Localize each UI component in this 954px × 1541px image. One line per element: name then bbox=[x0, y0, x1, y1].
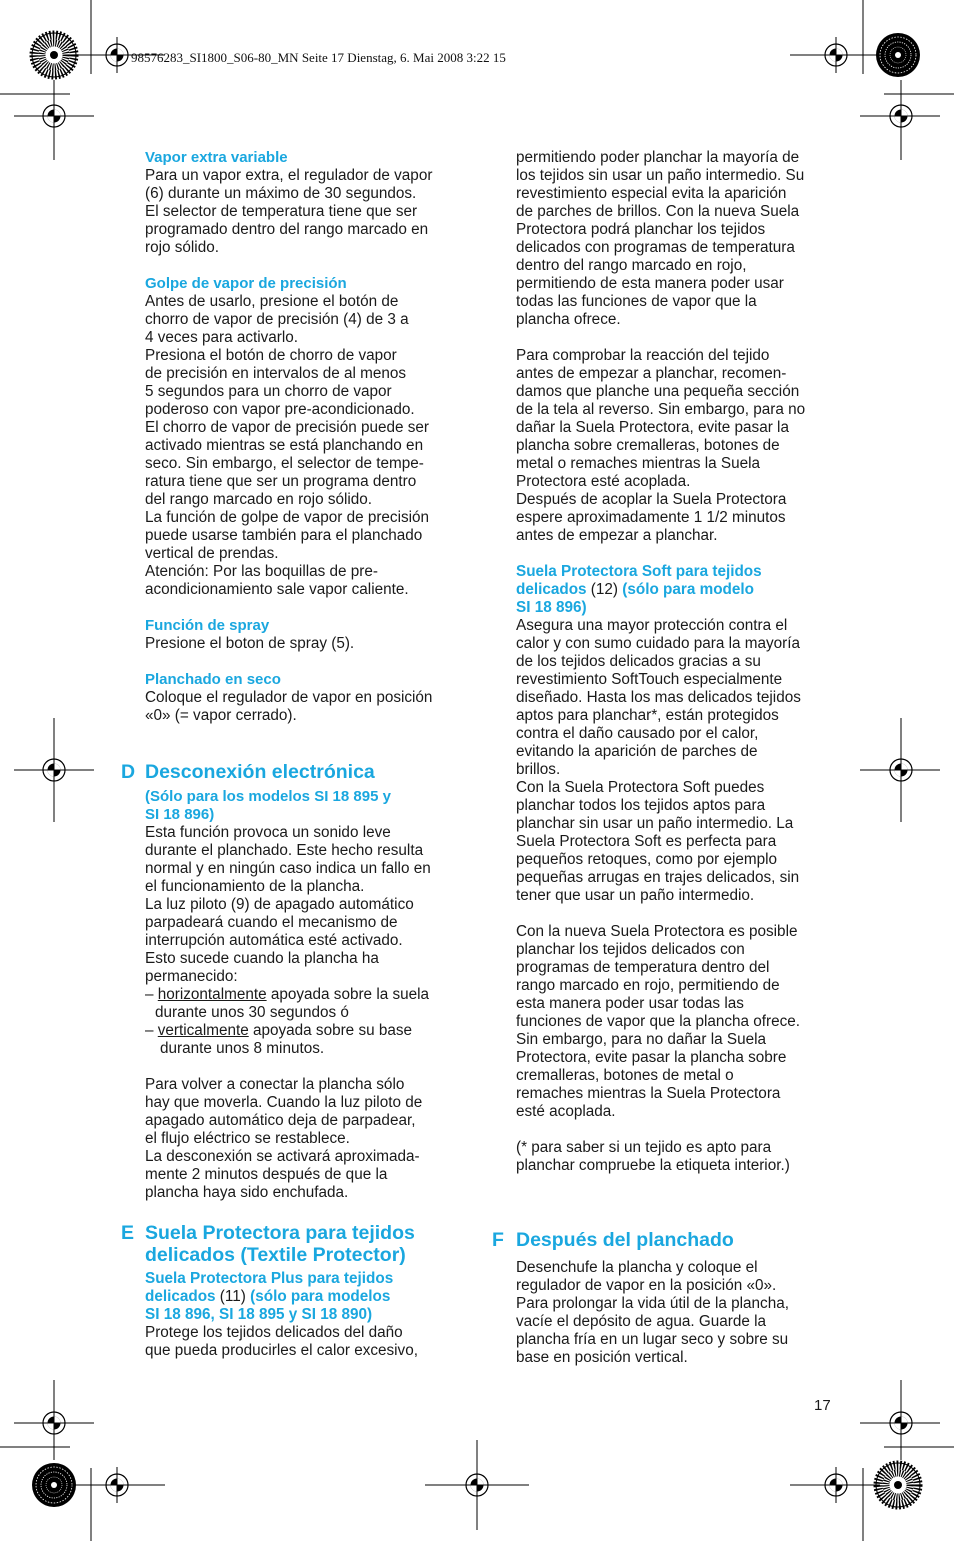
text-line: «0» (= vapor cerrado). bbox=[145, 707, 297, 724]
page-number: 17 bbox=[814, 1397, 831, 1414]
text-line: Para un vapor extra, el regulador de vapor bbox=[145, 167, 433, 184]
plus-title-cont: delicados bbox=[145, 1288, 216, 1305]
section-d-models bbox=[145, 788, 467, 824]
spray-section bbox=[145, 617, 467, 653]
soft-title-line: Suela Protectora Soft para tejidos bbox=[516, 563, 762, 580]
text-line: esté acoplada. bbox=[516, 1103, 616, 1120]
text-line: diseñado. Hasta los mas delicados tejidos bbox=[516, 689, 801, 706]
text-line: delicados con programas de temperatura bbox=[516, 239, 795, 256]
section-f bbox=[492, 1229, 838, 1367]
text-line: Asegura una mayor protección contra el bbox=[516, 617, 788, 634]
text-line: Suela Protectora Soft es perfecta para bbox=[516, 833, 777, 850]
underline-horizontal: horizontalmente bbox=[157, 986, 267, 1003]
right-column bbox=[492, 149, 838, 1367]
text-line: de precisión en intervalos de al menos bbox=[145, 365, 407, 382]
seco-section bbox=[145, 671, 467, 725]
text-line: acondicionamiento sale vapor caliente. bbox=[145, 581, 409, 598]
text-line: regulador de vapor en la posición «0». bbox=[516, 1277, 777, 1294]
underline-vertical: verticalmente bbox=[157, 1022, 249, 1039]
text-line: Esto sucede cuando la plancha ha bbox=[145, 950, 379, 967]
text-line: La luz piloto (9) de apagado automático bbox=[145, 896, 414, 913]
text-line: planchar sin usar un paño intermedio. La bbox=[516, 815, 794, 832]
text-line: dentro del rango marcado en rojo, bbox=[516, 257, 747, 274]
seco-body bbox=[145, 689, 467, 725]
plus-part-number: (11) bbox=[215, 1288, 251, 1305]
text-line: apagado automático deja de parpadear, bbox=[145, 1112, 416, 1129]
text-line: antes de empezar a planchar, recomen- bbox=[516, 365, 787, 382]
text-line: de parches de brillos. Con la nueva Suela bbox=[516, 203, 800, 220]
dash: – bbox=[145, 1022, 158, 1039]
text-line: tener que usar un paño intermedio. bbox=[516, 887, 755, 904]
text-line: funciones de vapor que la plancha ofrece. bbox=[516, 1013, 801, 1030]
text-line: del rango marcado en rojo sólido. bbox=[145, 491, 373, 508]
section-d-title bbox=[121, 761, 467, 783]
text-line: permanecido: bbox=[145, 968, 238, 985]
text-line: planchar compruebe la etiqueta interior.) bbox=[516, 1157, 790, 1174]
bullet-vertical bbox=[145, 1022, 467, 1058]
section-f-letter: F bbox=[492, 1229, 504, 1251]
bullet-horizontal bbox=[145, 986, 467, 1022]
text-line: parpadeará cuando el mecanismo de bbox=[145, 914, 398, 931]
text-line: rango marcado en rojo, permitiendo de bbox=[516, 977, 780, 994]
dash: – bbox=[145, 986, 158, 1003]
section-e-heading bbox=[145, 1222, 467, 1266]
text-line: Sin embargo, para no dañar la Suela bbox=[516, 1031, 767, 1048]
spray-heading: Función de spray bbox=[145, 617, 270, 634]
section-e-letter: E bbox=[121, 1222, 135, 1244]
text-line: mente 2 minutos después de que la bbox=[145, 1166, 388, 1183]
soft-part-number: (12) bbox=[586, 581, 623, 598]
text-line: El chorro de vapor de precisión puede ser bbox=[145, 419, 430, 436]
text-line: El selector de temperatura tiene que ser bbox=[145, 203, 418, 220]
text-line: Para prolongar la vida útil de la plancha, bbox=[516, 1295, 789, 1312]
text-line: (* para saber si un tejido es apto para bbox=[516, 1139, 772, 1156]
bullet-text: apoyada sobre la suela bbox=[266, 986, 430, 1003]
text-line: vertical de prendas. bbox=[145, 545, 279, 562]
text-line: de los tejidos delicados gracias a su bbox=[516, 653, 761, 670]
text-line: revestimiento SoftTouch especialmente bbox=[516, 671, 783, 688]
text-line: los tejidos sin usar un paño intermedio. Su bbox=[516, 167, 805, 184]
text-line: permitiendo de esta manera poder usar bbox=[516, 275, 784, 292]
text-line: Antes de usarlo, presione el botón de bbox=[145, 293, 399, 310]
text-line: que pueda producirles el calor excesivo, bbox=[145, 1342, 418, 1359]
text-line: cremalleras, botones de metal o bbox=[516, 1067, 734, 1084]
text-line: vacíe el depósito de agua. Guarde la bbox=[516, 1313, 767, 1330]
section-d-heading: Desconexión electrónica bbox=[145, 761, 375, 783]
right-para-3 bbox=[516, 923, 838, 1121]
text-line: delicados (Textile Protector) bbox=[145, 1244, 406, 1266]
section-e-body bbox=[145, 1324, 467, 1360]
text-line: brillos. bbox=[516, 761, 561, 778]
section-e-subheading bbox=[145, 1270, 467, 1324]
text-line: de la tela al reverso. Sin embargo, para no bbox=[516, 401, 806, 418]
text-line: plancha ofrece. bbox=[516, 311, 621, 328]
text-line: programado dentro del rango marcado en bbox=[145, 221, 429, 238]
plus-models-cont: SI 18 896, SI 18 895 y SI 18 890) bbox=[145, 1306, 373, 1323]
text-line: antes de empezar a planchar. bbox=[516, 527, 718, 544]
text-line: damos que planche una pequeña sección bbox=[516, 383, 800, 400]
text-line: durante el planchado. Este hecho resulta bbox=[145, 842, 424, 859]
text-line: Después de acoplar la Suela Protectora bbox=[516, 491, 787, 508]
text-line: La desconexión se activará aproximada- bbox=[145, 1148, 420, 1165]
section-f-heading: Después del planchado bbox=[516, 1229, 734, 1251]
section-d-body-2 bbox=[145, 1076, 467, 1202]
golpe-heading: Golpe de vapor de precisión bbox=[145, 275, 347, 292]
text-line: (6) durante un máximo de 30 segundos. bbox=[145, 185, 417, 202]
text-line: Protectora, evite pasar la plancha sobre bbox=[516, 1049, 787, 1066]
left-column bbox=[121, 149, 467, 1360]
text-line: todas las funciones de vapor que la bbox=[516, 293, 757, 310]
section-e bbox=[121, 1222, 467, 1360]
text-line: (Sólo para los modelos SI 18 895 y bbox=[145, 788, 391, 805]
text-line: Desenchufe la plancha y coloque el bbox=[516, 1259, 758, 1276]
soft-title-cont: delicados bbox=[516, 581, 587, 598]
plus-title-line: Suela Protectora Plus para tejidos bbox=[145, 1270, 394, 1287]
text-line: evitando la aparición de parches de bbox=[516, 743, 758, 760]
soft-models: (sólo para modelo bbox=[622, 581, 755, 598]
text-line: ratura tiene que ser un programa dentro bbox=[145, 473, 417, 490]
text-line: plancha sobre cremalleras, botones de bbox=[516, 437, 780, 454]
text-line: pequeños retoques, como por ejemplo bbox=[516, 851, 778, 868]
text-line: Con la nueva Suela Protectora es posible bbox=[516, 923, 798, 940]
text-line: SI 18 896) bbox=[145, 806, 215, 823]
text-line: activado mientras se está planchando en bbox=[145, 437, 424, 454]
text-line: contra el daño causado por el calor, bbox=[516, 725, 759, 742]
text-line: La función de golpe de vapor de precisión bbox=[145, 509, 430, 526]
text-line: el flujo eléctrico se restablece. bbox=[145, 1130, 350, 1147]
soft-section bbox=[516, 563, 838, 905]
text-line: aptos para planchar*, están protegidos bbox=[516, 707, 779, 724]
print-slug: 98576283_SI1800_S06-80_MN Seite 17 Dienstag, 6. Mai 2008 3:22 15 bbox=[131, 50, 506, 65]
spray-body bbox=[145, 635, 467, 653]
soft-models-cont: SI 18 896) bbox=[516, 599, 587, 616]
text-line: metal o remaches mientras la Suela bbox=[516, 455, 761, 472]
right-para-2 bbox=[516, 347, 838, 545]
text-line: Protectora podrá planchar los tejidos bbox=[516, 221, 766, 238]
text-line: Protege los tejidos delicados del daño bbox=[145, 1324, 403, 1341]
plus-models: (sólo para modelos bbox=[250, 1288, 391, 1305]
text-line: Con la Suela Protectora Soft puedes bbox=[516, 779, 765, 796]
section-d-letter: D bbox=[121, 761, 136, 783]
bullet-cont: durante unos 8 minutos. bbox=[160, 1040, 325, 1057]
text-line: Para comprobar la reacción del tejido bbox=[516, 347, 770, 364]
text-line: pequeñas arrugas en trajes delicados, sin bbox=[516, 869, 800, 886]
text-line: puede usarse también para el planchado bbox=[145, 527, 423, 544]
text-line: revestimiento especial evita la aparición bbox=[516, 185, 787, 202]
section-f-body bbox=[516, 1259, 838, 1367]
text-line: remaches mientras la Suela Protectora bbox=[516, 1085, 781, 1102]
text-line: el funcionamiento de la plancha. bbox=[145, 878, 365, 895]
soft-body bbox=[516, 617, 838, 905]
section-f-title bbox=[492, 1229, 838, 1251]
text-line: interrupción automática esté activado. bbox=[145, 932, 403, 949]
text-line: Protectora esté acoplada. bbox=[516, 473, 691, 490]
vapor-extra-heading: Vapor extra variable bbox=[145, 149, 288, 166]
text-line: planchar los tejidos delicados con bbox=[516, 941, 745, 958]
text-line: poderoso con vapor pre-acondicionado. bbox=[145, 401, 415, 418]
bullet-text: apoyada sobre su base bbox=[248, 1022, 413, 1039]
text-line: seco. Sin embargo, el selector de tempe- bbox=[145, 455, 424, 472]
text-line: Para volver a conectar la plancha sólo bbox=[145, 1076, 405, 1093]
text-line: permitiendo poder planchar la mayoría de bbox=[516, 149, 800, 166]
text-line: programas de temperatura dentro del bbox=[516, 959, 770, 976]
bullet-cont: durante unos 30 segundos ó bbox=[155, 1004, 349, 1021]
text-line: Esta función provoca un sonido leve bbox=[145, 824, 391, 841]
text-line: chorro de vapor de precisión (4) de 3 a bbox=[145, 311, 409, 328]
text-line: rojo sólido. bbox=[145, 239, 219, 256]
text-line: dañar la Suela Protectora, evite pasar la bbox=[516, 419, 789, 436]
text-line: planchar todos los tejidos aptos para bbox=[516, 797, 766, 814]
text-line: 5 segundos para un chorro de vapor bbox=[145, 383, 392, 400]
text-line: Atención: Por las boquillas de pre- bbox=[145, 563, 378, 580]
text-line: calor y con sumo cuidado para la mayoría bbox=[516, 635, 800, 652]
section-e-title bbox=[121, 1222, 467, 1266]
text-line: plancha fría en un lugar seco y sobre su bbox=[516, 1331, 789, 1348]
text-line: 4 veces para activarlo. bbox=[145, 329, 299, 346]
section-d bbox=[121, 761, 467, 1202]
text-line: Coloque el regulador de vapor en posición bbox=[145, 689, 433, 706]
text-line: normal y en ningún caso indica un fallo en bbox=[145, 860, 431, 877]
vapor-extra-section bbox=[145, 149, 467, 257]
text-line: Suela Protectora para tejidos bbox=[145, 1222, 415, 1244]
seco-heading: Planchado en seco bbox=[145, 671, 281, 688]
text-line: Presiona el botón de chorro de vapor bbox=[145, 347, 397, 364]
text-line: base en posición vertical. bbox=[516, 1349, 688, 1366]
section-d-body bbox=[145, 824, 467, 986]
text-line: espere aproximadamente 1 1/2 minutos bbox=[516, 509, 786, 526]
golpe-body bbox=[145, 293, 467, 599]
text-line: plancha haya sido enchufada. bbox=[145, 1184, 349, 1201]
vapor-extra-body bbox=[145, 167, 467, 257]
text-line: Presione el boton de spray (5). bbox=[145, 635, 355, 652]
right-para-1 bbox=[516, 149, 838, 329]
golpe-section bbox=[145, 275, 467, 599]
footnote bbox=[516, 1139, 838, 1175]
text-line: hay que moverla. Cuando la luz piloto de bbox=[145, 1094, 423, 1111]
text-line: esta manera poder usar todas las bbox=[516, 995, 744, 1012]
